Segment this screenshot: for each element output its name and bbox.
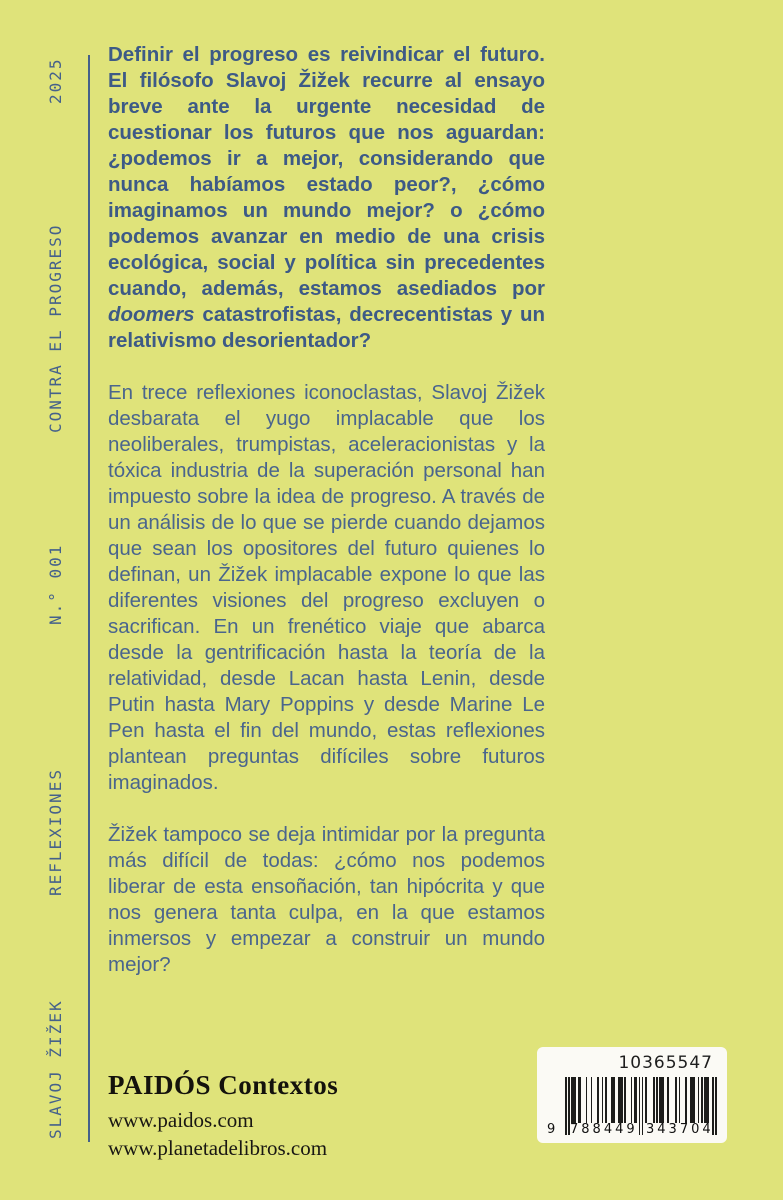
publisher-url-planetadelibros: www.planetadelibros.com: [108, 1136, 328, 1160]
spine-collection-title: CONTRA EL PROGRESO: [46, 223, 65, 433]
synopsis-paragraph-2: En trece reflexiones iconoclastas, Slavoj Žižek desbarata el yugo implacable que los neoliberales, trumpistas, aceleracionistas y la tóxica industria de la superación personal han impuesto sobre la idea de progreso. A través de un análisis de lo que se pierde cuando dejamos que sean los opositores del futuro quienes lo definan, un Žižek implacable expone lo que las diferentes visiones del progreso excluyen o sacrifican. En un frenético viaje que abarca desde la gentrificación hasta la teoría de la relatividad, desde Lacan hasta Lenin, desde Putin hasta Mary Poppins y desde Marine Le Pen hasta el fin del mundo, estas reflexiones plantean preguntas difíciles sobre futuros imaginados.: [108, 381, 545, 794]
imprint-logo-text: PAIDÓS Contextos: [108, 1070, 339, 1100]
spine-volume-number: N.° 001: [46, 543, 65, 625]
synopsis-paragraph-3: Žižek tampoco se deja intimidar por la pregunta más difícil de todas: ¿cómo nos podemos liberar de esta ensoñación, tan hipócrita y que nos genera tanta culpa, en la que estamos inmersos y empezar a construir un mundo mejor?: [108, 823, 545, 976]
barcode-top-number: 10365547: [618, 1053, 713, 1073]
synopsis-p1-text-b: catastrofistas, decrecentistas y un relativismo desorientador?: [108, 303, 545, 352]
synopsis-paragraph-1: [108, 42, 545, 354]
synopsis-p1-italic-word: doomers: [108, 303, 195, 326]
spine-divider-line: [88, 55, 90, 1142]
publisher-url-paidos: www.paidos.com: [108, 1108, 254, 1132]
spine-year: 2025: [46, 57, 65, 104]
spine-author-name: SLAVOJ ŽIŽEK: [46, 999, 65, 1139]
isbn-digits-right-group: 343704: [646, 1122, 714, 1137]
isbn-digit-first: 9: [547, 1122, 556, 1137]
synopsis-p1-text-a: Definir el progreso es reivindicar el futuro. El filósofo Slavoj Žižek recurre al ensayo breve ante la urgente necesidad de cuestionar los futuros que nos aguardan: ¿podemos ir a mejor, considerando que nunca habíamos estado peor?, ¿cómo imaginamos un mundo mejor? o ¿cómo podemos avanzar en medio de una crisis ecológica, social y política sin precedentes cuando, además, estamos asediados por: [108, 43, 545, 300]
publisher-block: [108, 1070, 338, 1162]
synopsis: [108, 42, 545, 1004]
isbn-digits-left-group: 788449: [570, 1122, 638, 1137]
spine-series-name: REFLEXIONES: [46, 768, 65, 896]
barcode-panel: [537, 1047, 727, 1143]
